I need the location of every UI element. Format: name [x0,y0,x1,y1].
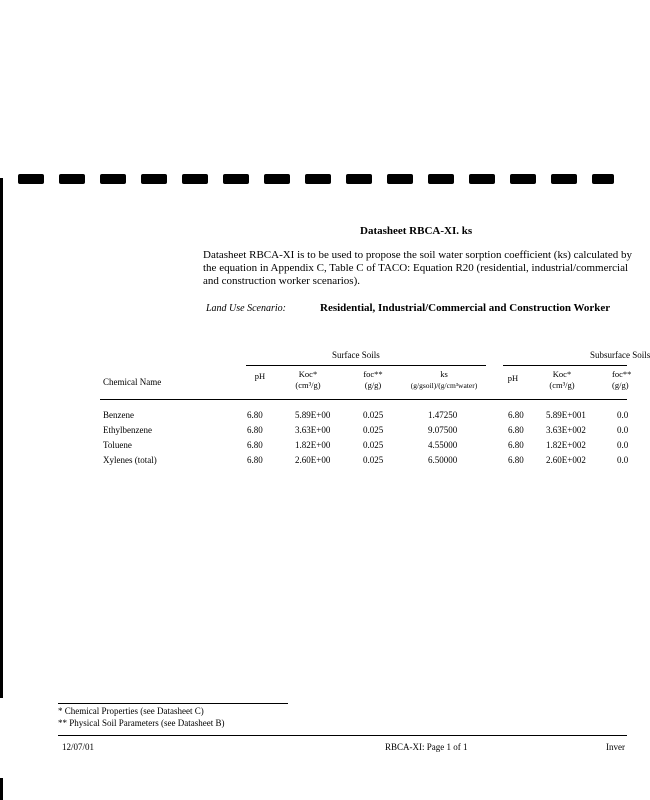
table-cell-koc: 3.63E+00 [295,425,331,435]
table-cell-foc: 0.025 [363,440,384,450]
table-cell-koc-subsurface: 3.63E+002 [546,425,586,435]
table-cell-foc-subsurface: 0.0 [617,425,629,435]
table-cell-ph-subsurface: 6.80 [508,410,524,420]
col-chemical-name: Chemical Name [103,377,162,387]
footer-right-text: Inver [606,742,625,752]
table-cell-koc-subsurface: 1.82E+002 [546,440,586,450]
intro-paragraph: Datasheet RBCA-XI is to be used to propose the soil water sorption coefficient (ks) calculated by the equation in Appendix C, Table C of TACO: Equation R20 (residential, industrial/commercial and construction worker scenarios). [203,249,632,287]
left-edge-tick [0,778,3,800]
table-cell-ph: 6.80 [247,455,263,465]
land-use-label: Land Use Scenario: [206,303,286,314]
left-edge-bar [0,178,3,698]
table-row-name: Xylenes (total) [103,455,157,465]
table-cell-koc: 2.60E+00 [295,455,331,465]
group-surface-soils: Surface Soils [332,350,380,360]
group-subsurface-soils: Subsurface Soils [590,350,650,360]
table-cell-ks: 6.50000 [428,455,458,465]
table-cell-ph: 6.80 [247,410,263,420]
surface-group-rule [246,365,486,366]
table-cell-koc-subsurface: 5.89E+001 [546,410,586,420]
footnote-physical-soil: ** Physical Soil Parameters (see Datasheet B) [58,718,225,728]
table-cell-ks: 9.07500 [428,425,458,435]
table-cell-foc-subsurface: 0.0 [617,455,629,465]
header-rule [100,399,627,400]
table-cell-koc-subsurface: 2.60E+002 [546,455,586,465]
table-cell-ks: 1.47250 [428,410,458,420]
table-cell-koc: 1.82E+00 [295,440,331,450]
page-break-dashes [18,174,627,186]
footnote-chemical-properties: * Chemical Properties (see Datasheet C) [58,706,204,716]
table-row-name: Ethylbenzene [103,425,152,435]
col-foc: foc** (g/g) [363,369,383,390]
col-ks: ks (g/gsoil)/(g/cm³water) [410,369,478,390]
table-cell-ks: 4.55000 [428,440,458,450]
table-cell-ph: 6.80 [247,425,263,435]
table-cell-ph-subsurface: 6.80 [508,455,524,465]
table-cell-ph: 6.80 [247,440,263,450]
col-foc-subsurface: foc** (g/g) [612,369,632,390]
table-cell-ph-subsurface: 6.80 [508,425,524,435]
subsurface-group-rule [503,365,627,366]
col-ph: pH [254,371,266,381]
page-title: Datasheet RBCA-XI. ks [360,225,473,237]
table-cell-foc-subsurface: 0.0 [617,440,629,450]
footnote-rule [58,703,288,704]
footer-date: 12/07/01 [62,742,95,752]
table-cell-ph-subsurface: 6.80 [508,440,524,450]
footer-page-number: RBCA-XI: Page 1 of 1 [385,742,468,752]
table-cell-foc: 0.025 [363,425,384,435]
table-row-name: Benzene [103,410,134,420]
col-koc-subsurface: Koc* (cm³/g) [549,369,575,390]
table-cell-foc: 0.025 [363,410,384,420]
col-ph-subsurface: pH [507,373,519,383]
table-cell-koc: 5.89E+00 [295,410,331,420]
col-koc: Koc* (cm³/g) [295,369,321,390]
table-row-name: Toluene [103,440,132,450]
table-cell-foc-subsurface: 0.0 [617,410,629,420]
footer-rule [58,735,627,736]
land-use-value: Residential, Industrial/Commercial and Construction Worker [320,302,611,314]
table-cell-foc: 0.025 [363,455,384,465]
